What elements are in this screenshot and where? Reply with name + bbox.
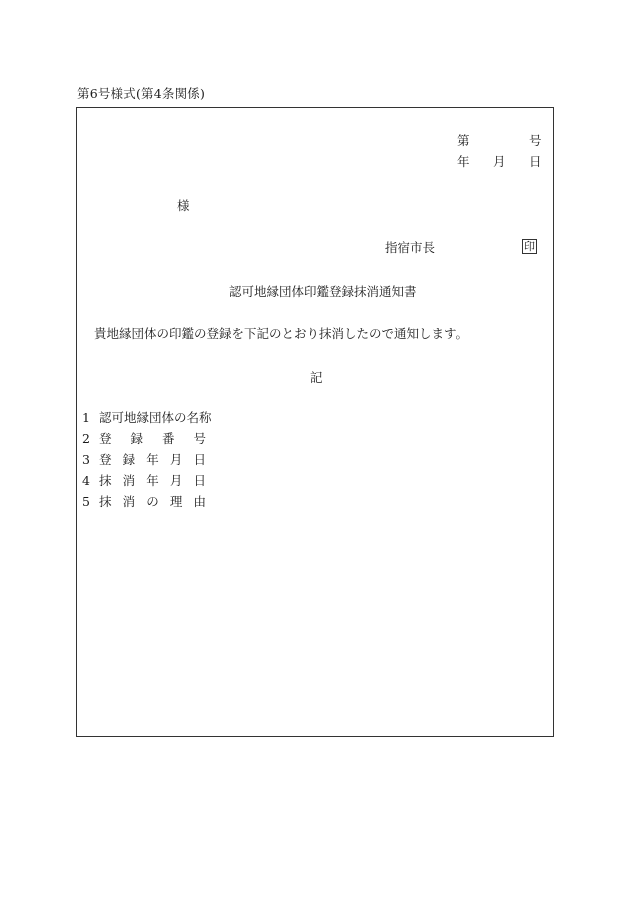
- list-item: [82, 410, 212, 431]
- item-label: 抹 消 の 理 由: [99, 494, 206, 509]
- date-month-label: 月: [493, 154, 506, 169]
- item-number: 2: [82, 431, 90, 446]
- number-go: 号: [529, 133, 542, 148]
- seal-mark: 印: [524, 240, 535, 253]
- form-number: 第6号様式(第4条関係): [77, 86, 206, 101]
- list-item: [82, 473, 212, 494]
- list-item: [82, 431, 212, 452]
- date-year-label: 年: [457, 154, 470, 169]
- addressee-sama: 様: [177, 198, 190, 213]
- body-text: 貴地縁団体の印鑑の登録を下記のとおり抹消したので通知します。: [94, 326, 469, 341]
- document-frame: [76, 107, 554, 737]
- issuer-name: 指宿市長: [385, 240, 436, 255]
- item-number: 5: [82, 494, 90, 509]
- item-list: [82, 410, 212, 515]
- ki-heading: 記: [310, 370, 323, 385]
- item-number: 4: [82, 473, 90, 488]
- item-number: 3: [82, 452, 90, 467]
- list-item: [82, 494, 212, 515]
- item-number: 1: [82, 410, 90, 425]
- item-label: 登 録 年 月 日: [99, 452, 206, 467]
- list-item: [82, 452, 212, 473]
- document-title: 認可地縁団体印鑑登録抹消通知書: [229, 284, 417, 299]
- item-label: 抹 消 年 月 日: [99, 473, 206, 488]
- item-label: 登 録 番 号: [99, 431, 206, 446]
- item-label: 認可地縁団体の名称: [99, 410, 212, 425]
- date-day-label: 日: [529, 154, 542, 169]
- number-dai: 第: [457, 133, 470, 148]
